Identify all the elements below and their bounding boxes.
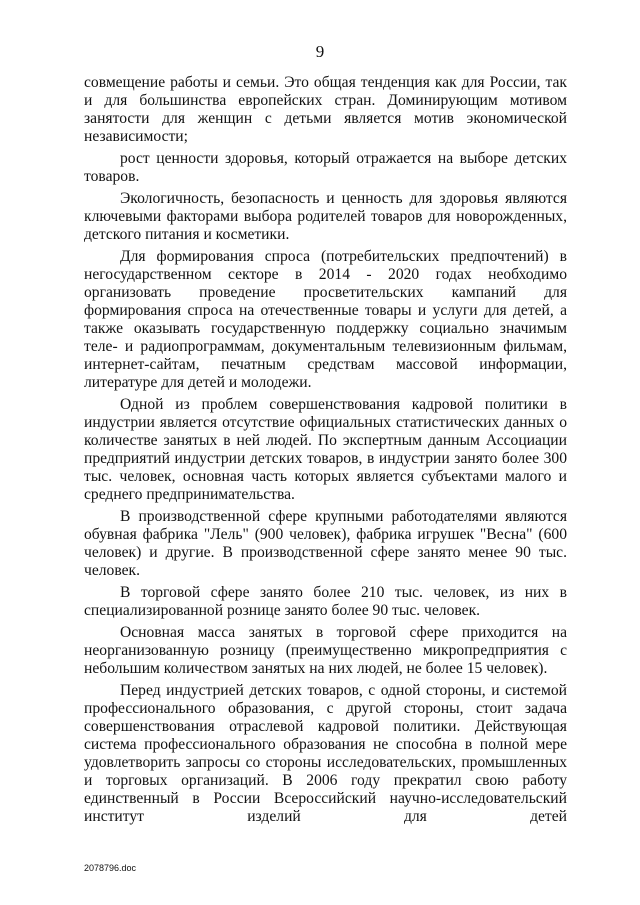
paragraph-1: совмещение работы и семьи. Это общая тенденция как для России, так и для большинства европейских стран. Доминирующим мотивом занятости для женщин с детьми является мотив экономической независимости;	[84, 74, 567, 145]
paragraph-3: Экологичность, безопасность и ценность для здоровья являются ключевыми факторами выбора родителей товаров для новорожденных, детского питания и косметики.	[84, 190, 567, 243]
paragraph-4: Для формирования спроса (потребительских предпочтений) в негосударственном секторе в 2014 - 2020 годах необходимо организовать проведение просветительских кампаний для формирования спроса на отечественные товары и услуги для детей, а также оказывать государственную поддержку социально значимым теле- и радиопрограммам, документальным телевизионным фильмам, интернет-сайтам, печатным средствам массовой информации, литературе для детей и молодежи.	[84, 248, 567, 391]
paragraph-7: В торговой сфере занято более 210 тыс. человек, из них в специализированной рознице занято более 90 тыс. человек.	[84, 584, 567, 619]
paragraph-5: Одной из проблем совершенствования кадровой политики в индустрии является отсутствие официальных статистических данных о количестве занятых в ней людей. По экспертным данным Ассоциации предприятий индустрии детских товаров, в индустрии занято более 300 тыс. человек, основная часть которых является субъектами малого и среднего предпринимательства.	[84, 396, 567, 503]
page-number: 9	[315, 42, 325, 61]
paragraph-8: Основная масса занятых в торговой сфере приходится на неорганизованную розницу (преимущественно микропредприятия с небольшим количеством занятых на них людей, не более 15 человек).	[84, 624, 567, 677]
paragraph-9: Перед индустрией детских товаров, с одной стороны, и системой профессионального образования, с другой стороны, стоит задача совершенствования отраслевой кадровой политики. Действующая система профессионального образования не способна в полной мере удовлетворить запросы со стороны исследовательских, промышленных и торговых организаций. В 2006 году прекратил свою работу единственный в России Всероссийский научно-исследовательский институт изделий для детей	[84, 682, 567, 825]
paragraph-6: В производственной сфере крупными работодателями являются обувная фабрика "Лель" (900 человек), фабрика игрушек "Весна" (600 человек) и другие. В производственной сфере занято менее 90 тыс. человек.	[84, 508, 567, 579]
document-body	[84, 74, 567, 830]
paragraph-2: рост ценности здоровья, который отражается на выборе детских товаров.	[84, 150, 567, 185]
footer-filename: 2078796.doc	[84, 863, 137, 873]
